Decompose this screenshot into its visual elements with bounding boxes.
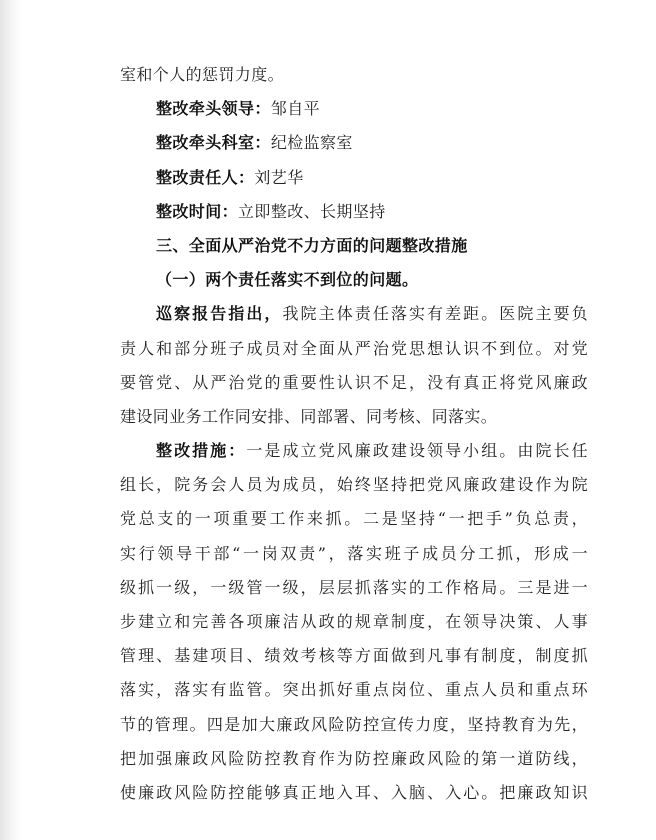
leader-value: 邹自平 [270,99,321,119]
measures-text: 一是成立党风廉政建设领导小组。由院长任 [246,441,588,461]
paragraph-line: 落实，落实有监管。突出抓好重点岗位、重点人员和重点环 [120,680,588,700]
leader-label: 整改牵头领导： [156,99,271,119]
paragraph-line: 实行领导干部“一岗双责”，落实班子成员分工抓，形成一 [120,543,588,563]
paragraph-line: 节的管理。四是加大廉政风险防控宣传力度，坚持教育为先， [120,714,588,734]
department-value: 纪检监察室 [270,133,353,153]
department-row [120,126,588,160]
paragraph-line: 步建立和完善各项廉洁从政的规章制度，在领导决策、人事 [120,612,588,631]
paragraph-line: 把加强廉政风险防控教育作为防控廉政风险的第一道防线， [120,748,588,768]
responsible-row [120,161,588,195]
inspection-text: 我院主体责任落实有差距。医院主要负 [282,304,588,324]
paragraph-line: 建设同业务工作同安排、同部署、同考核、同落实。 [120,406,498,426]
time-row [120,195,588,229]
paragraph-line [120,434,588,468]
document-body [120,58,588,810]
leader-row [120,92,588,126]
time-value: 立即整改、长期坚持 [238,201,386,221]
responsible-label: 整改责任人： [156,167,255,187]
inspection-label: 巡察报告指出， [156,304,283,324]
measures-label: 整改措施： [156,441,247,461]
time-label: 整改时间： [156,201,239,221]
paragraph-line [120,297,588,331]
paragraph-line: 使廉政风险防控能够真正地入耳、入脑、入心。把廉政知识 [120,782,588,802]
section-heading: 三、全面从严治党不力方面的问题整改措施 [156,235,468,255]
paragraph-line: 党总支的一项重要工作来抓。二是坚持“一把手”负总责， [120,509,588,529]
paragraph-line: 要管党、从严治党的重要性认识不足，没有真正将党风廉政 [120,372,588,392]
department-label: 整改牵头科室： [156,133,271,153]
paragraph-line: 组长，院务会人员为成员，始终坚持把党风廉政建设作为院 [120,475,588,495]
subsection-heading: （一）两个责任落实不到位的问题。 [156,270,419,290]
paragraph-line: 级抓一级，一级管一级，层层抓落实的工作格局。三是进一 [120,577,588,597]
responsible-value: 刘艺华 [254,167,304,187]
paragraph-line: 室和个人的惩罚力度。 [120,65,285,84]
paragraph-line: 管理、基建项目、绩效考核等方面做到凡事有制度，制度抓 [120,646,588,666]
page-edge-shadow [0,0,22,840]
paragraph-line: 责人和部分班子成员对全面从严治党思想认识不到位。对党 [120,338,588,358]
